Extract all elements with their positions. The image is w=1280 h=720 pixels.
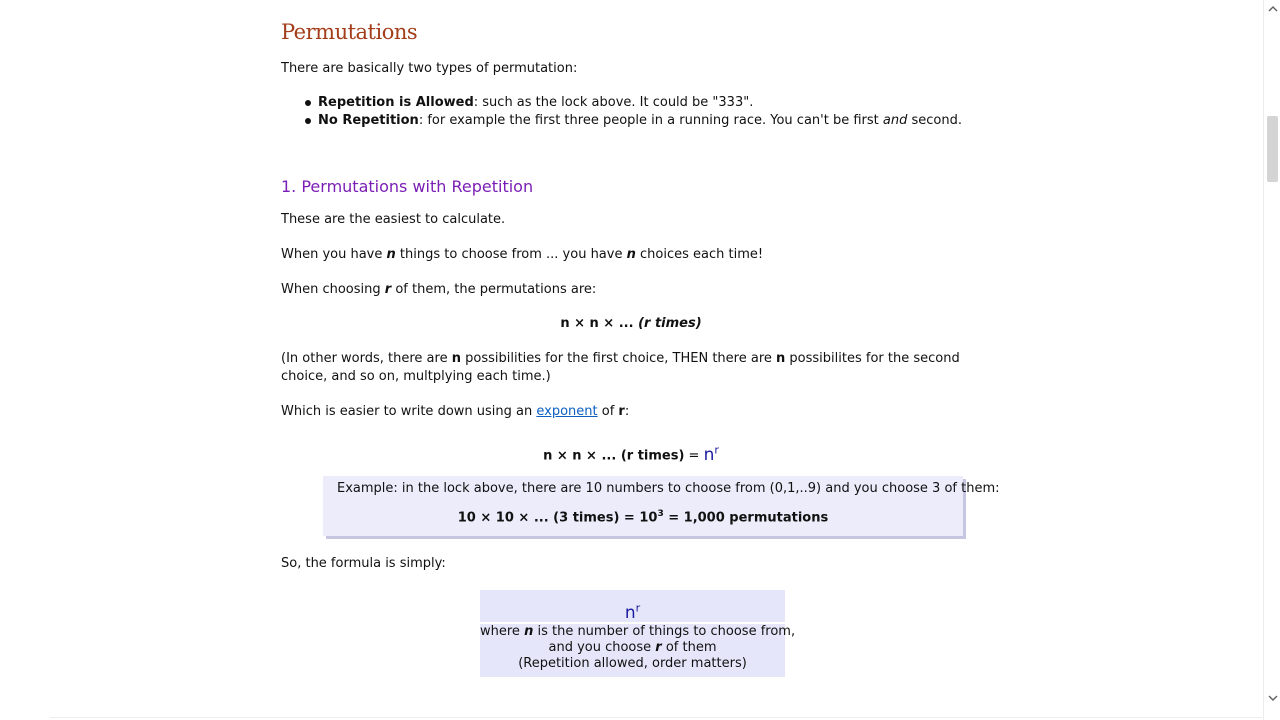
r-variable: r [655,640,662,655]
formula-main: n × n × ... [560,316,639,331]
example-box [323,476,1000,536]
formula-box-description [480,624,796,677]
easiest-paragraph: These are the easiest to calculate. [281,212,506,227]
text-run: possibilities for the first choice, THEN there are [460,351,777,366]
power-exponent: r [714,443,719,456]
description-line [480,624,796,640]
text-run: possibilites for the second choice, and so on, multplying each time.) [281,351,960,384]
list-item-text: : for example the first three people in a running race. You can't be first [418,113,883,128]
text-run: : [624,404,630,419]
list-item-text: : such as the lock above. It could be "333". [473,95,754,110]
description-line [480,640,785,656]
power-exponent: r [635,601,641,614]
n-variable: n [776,351,786,366]
n-variable: n [451,351,461,366]
formula-italic: (r times) [638,316,702,331]
formula-times [281,316,981,331]
example-exponent: 3 [657,509,664,519]
text-run: of them, the permutations are: [391,282,597,297]
r-variable: r [384,282,392,297]
n-variable: n [626,247,636,262]
power-base: n [624,602,636,623]
formula-box-header [480,590,785,622]
choices-paragraph [281,246,763,264]
chevron-down-icon[interactable] [1264,690,1280,707]
example-result [323,509,963,525]
so-paragraph: So, the formula is simply: [281,556,446,571]
text-run: (In other words, there are [281,351,452,366]
list-item [281,94,962,112]
formula-equals: = [684,448,704,464]
list-item-italic: and [882,113,908,128]
exponent-paragraph [281,403,629,421]
page-bottom-divider [50,717,1262,718]
formula-exponent [281,443,981,465]
example-text: Example: in the lock above, there are 10 numbers to choose from (0,1,..9) and you choose 3 of them: [337,481,1000,496]
permutation-types-list [281,94,962,130]
list-item-bold: No Repetition [318,113,419,128]
list-item-bold: Repetition is Allowed [318,95,474,110]
page-title: Permutations [281,20,418,44]
list-item [281,112,962,130]
formula-box [480,590,796,677]
formula-main: n × n × ... (r times) [543,448,685,464]
text-run: of them [661,640,717,655]
text-run: When choosing [281,282,385,297]
intro-paragraph: There are basically two types of permutation: [281,61,578,76]
n-variable: n [524,624,534,639]
text-run: of [597,404,619,419]
chevron-up-icon[interactable] [1264,0,1280,17]
power-base: n [703,444,715,465]
r-variable: r [618,404,625,419]
text-run: Which is easier to write down using an [281,404,537,419]
scroll-thumb[interactable] [1267,116,1278,182]
text-run: 10 × 10 × ... (3 times) = 10 [457,510,658,526]
exponent-link[interactable]: exponent [536,404,598,419]
list-item-tail: second. [907,113,962,128]
section-heading: 1. Permutations with Repetition [281,177,534,196]
vertical-scrollbar[interactable] [1263,0,1280,720]
other-words-paragraph [281,350,981,386]
text-run: = 1,000 permutations [663,510,829,526]
text-run: and you choose [548,640,656,655]
text-run: When you have [281,247,387,262]
text-run: choices each time! [635,247,764,262]
n-variable: n [386,247,396,262]
formula-power [625,603,640,623]
choosing-paragraph [281,281,596,299]
description-line: (Repetition allowed, order matters) [518,656,747,671]
text-run: things to choose from ... you have [395,247,627,262]
text-run: where [480,624,525,639]
text-run: is the number of things to choose from, [533,624,796,639]
formula-power [704,445,719,465]
